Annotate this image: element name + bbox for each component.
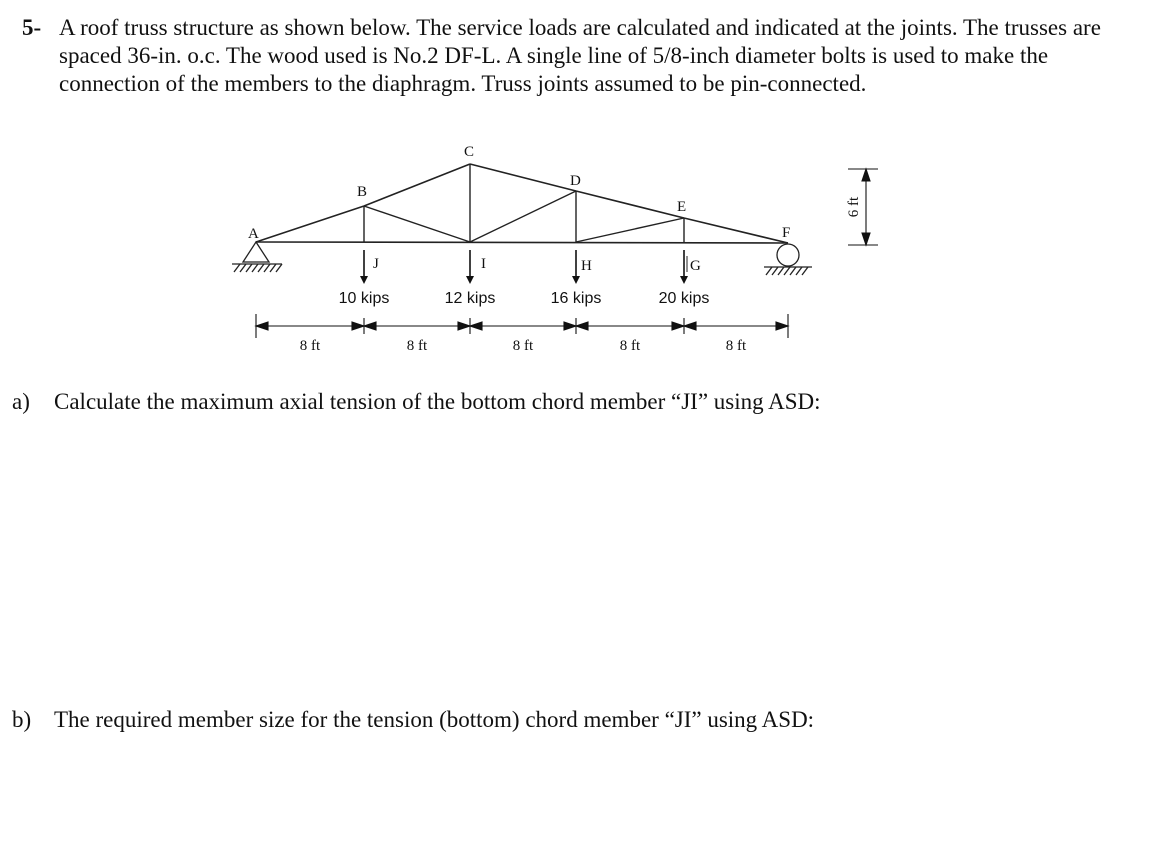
member-HE	[576, 218, 684, 242]
problem-number: 5-	[22, 15, 42, 40]
member-EF	[684, 218, 791, 243]
height-label: 6 ft	[846, 196, 862, 218]
span-label-4: 8 ft	[619, 338, 641, 354]
top-chord	[256, 164, 791, 243]
joint-label-E: E	[677, 199, 687, 215]
joint-label-G: G	[690, 258, 701, 274]
load-label-J: 10 kips	[338, 290, 390, 307]
load-label-I: 12 kips	[444, 290, 496, 307]
span-label-3: 8 ft	[512, 338, 534, 354]
span-dimension	[256, 314, 788, 338]
roller-support	[764, 244, 812, 275]
joint-label-I: I	[481, 256, 486, 272]
bottom-chord	[256, 242, 788, 243]
member-BC	[364, 164, 470, 206]
question-b	[12, 706, 814, 734]
member-DE	[576, 191, 687, 218]
member-BI	[364, 206, 470, 242]
question-a-letter: a)	[12, 389, 30, 414]
joint-label-D: D	[570, 173, 581, 189]
joint-label-C: C	[464, 144, 475, 160]
load-arrows	[364, 250, 684, 280]
question-a	[12, 388, 821, 416]
question-a-text: Calculate the maximum axial tension of the bottom chord member “JI” using ASD:	[54, 389, 821, 414]
member-ID	[470, 191, 576, 242]
span-label-1: 8 ft	[299, 338, 321, 354]
pin-support	[232, 242, 282, 272]
span-label-2: 8 ft	[406, 338, 428, 354]
member-CD	[470, 164, 576, 191]
load-label-G: 20 kips	[658, 290, 710, 307]
load-label-H: 16 kips	[550, 290, 602, 307]
joint-label-A: A	[248, 226, 259, 242]
joint-label-F: F	[782, 225, 791, 241]
member-AB	[256, 206, 364, 242]
joint-label-H: H	[581, 258, 592, 274]
question-b-letter: b)	[12, 707, 32, 732]
web-members	[364, 164, 687, 243]
span-label-5: 8 ft	[725, 338, 747, 354]
joint-label-B: B	[357, 184, 368, 200]
joint-label-J: J	[373, 256, 379, 272]
question-b-text: The required member size for the tension (bottom) chord member “JI” using ASD:	[54, 707, 815, 732]
problem-text: A roof truss structure as shown below. The service loads are calculated and indicated at the joints. The trusses are spaced 36-in. o.c. The wood used is No.2 DF-L. A single line of 5/8-inch diameter bolts is used to make the connection of the members to the diaphragm. Truss joints assumed to be pin-connected.	[59, 15, 1101, 96]
